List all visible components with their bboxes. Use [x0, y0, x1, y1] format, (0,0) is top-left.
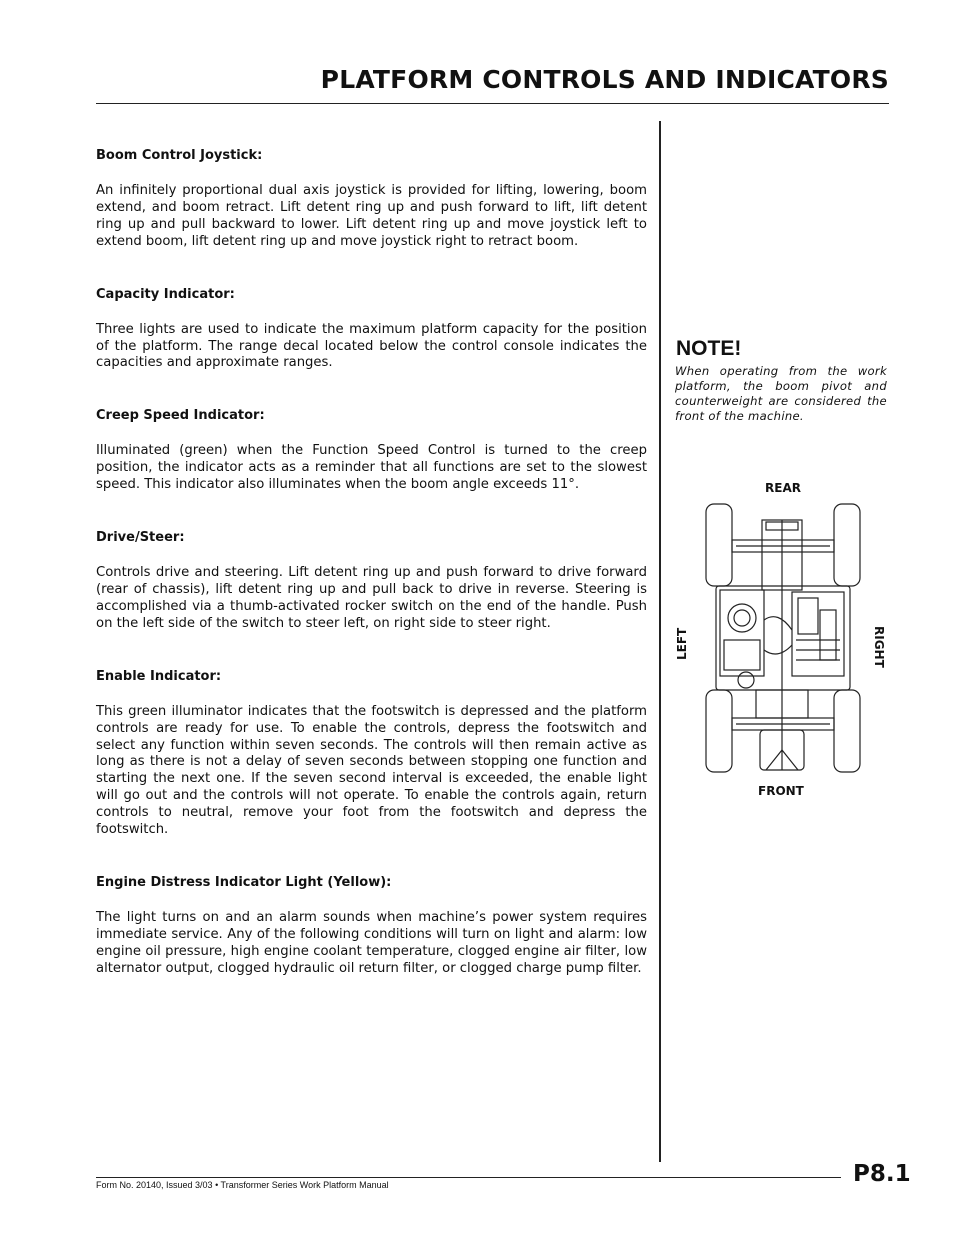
section-heading: Engine Distress Indicator Light (Yellow):: [96, 874, 392, 890]
section-enable-indicator: [96, 669, 647, 839]
footer-text: Form No. 20140, Issued 3/03 • Transformer Series Work Platform Manual: [96, 1180, 389, 1190]
section-body: An infinitely proportional dual axis joystick is provided for lifting, lowering, boom extend, and boom retract. Lift detent ring up and push forward to lift, lift detent ring up and pull backward to lower. Lift detent ring up and move joystick left to extend boom, lift detent ring up and move joystick right to retract boom.: [96, 183, 647, 249]
section-heading: Creep Speed Indicator:: [96, 408, 265, 424]
rear-label: REAR: [765, 481, 801, 495]
front-label: FRONT: [758, 784, 804, 798]
note-heading: NOTE!: [676, 337, 742, 360]
front-right-tire: [834, 690, 860, 772]
page-title: PLATFORM CONTROLS AND INDICATORS: [320, 65, 889, 94]
section-boom-control-joystick: [96, 148, 647, 251]
section-creep-speed-indicator: [96, 408, 647, 494]
main-column: [96, 148, 647, 1014]
column-divider: [659, 121, 661, 1162]
right-label: RIGHT: [872, 626, 886, 668]
rear-left-tire: [706, 504, 732, 586]
chassis-diagram: [700, 500, 870, 780]
section-drive-steer: [96, 530, 647, 633]
section-engine-distress-indicator: [96, 875, 647, 978]
section-body: Illuminated (green) when the Function Speed Control is turned to the creep position, the indicator acts as a reminder that all functions are set to the slowest speed. This indicator also illuminates when the boom angle exceeds 11°.: [96, 443, 647, 493]
section-body: This green illuminator indicates that the footswitch is depressed and the platform controls are ready for use. To enable the controls, depress the footswitch and select any function within seven seconds. The controls will then remain active as long as there is not a delay of seven seconds between stopping one function and starting the next one. If the seven second interval is exceeded, the enable light will go out and the controls will not operate. To enable the controls again, return controls to neutral, remove your foot from the footswitch and depress the footswitch.: [96, 703, 647, 838]
section-body: Three lights are used to indicate the maximum platform capacity for the position of the platform. The range decal located below the control console indicates the capacities and approximate ranges.: [96, 321, 647, 371]
footer-divider: [96, 1177, 841, 1178]
section-capacity-indicator: [96, 287, 647, 373]
section-heading: Capacity Indicator:: [96, 286, 235, 302]
section-body: The light turns on and an alarm sounds when machine’s power system requires immediate service. Any of the following conditions will turn on light and alarm: low engine oil pressure, high engine coolant temperature, clogged engine air filter, low alternator output, clogged hydraulic oil return filter, or clogged charge pump filter.: [96, 909, 647, 976]
section-heading: Enable Indicator:: [96, 668, 222, 684]
section-body: Controls drive and steering. Lift detent ring up and push forward to drive forward (rear of chassis), lift detent ring up and pull back to drive in reverse. Steering is accomplished via a thumb-activated rocker switch on the end of the handle. Push on the left side of the switch to steer left, on right side to steer right.: [96, 565, 647, 631]
front-left-tire: [706, 690, 732, 772]
note-body: When operating from the work platform, the boom pivot and counterweight are considered the front of the machine.: [675, 364, 887, 423]
rear-right-tire: [834, 504, 860, 586]
page-number: P8.1: [853, 1161, 911, 1187]
section-heading: Boom Control Joystick:: [96, 148, 263, 163]
title-divider: [96, 103, 889, 104]
left-label: LEFT: [675, 627, 689, 660]
section-heading: Drive/Steer:: [96, 530, 185, 546]
